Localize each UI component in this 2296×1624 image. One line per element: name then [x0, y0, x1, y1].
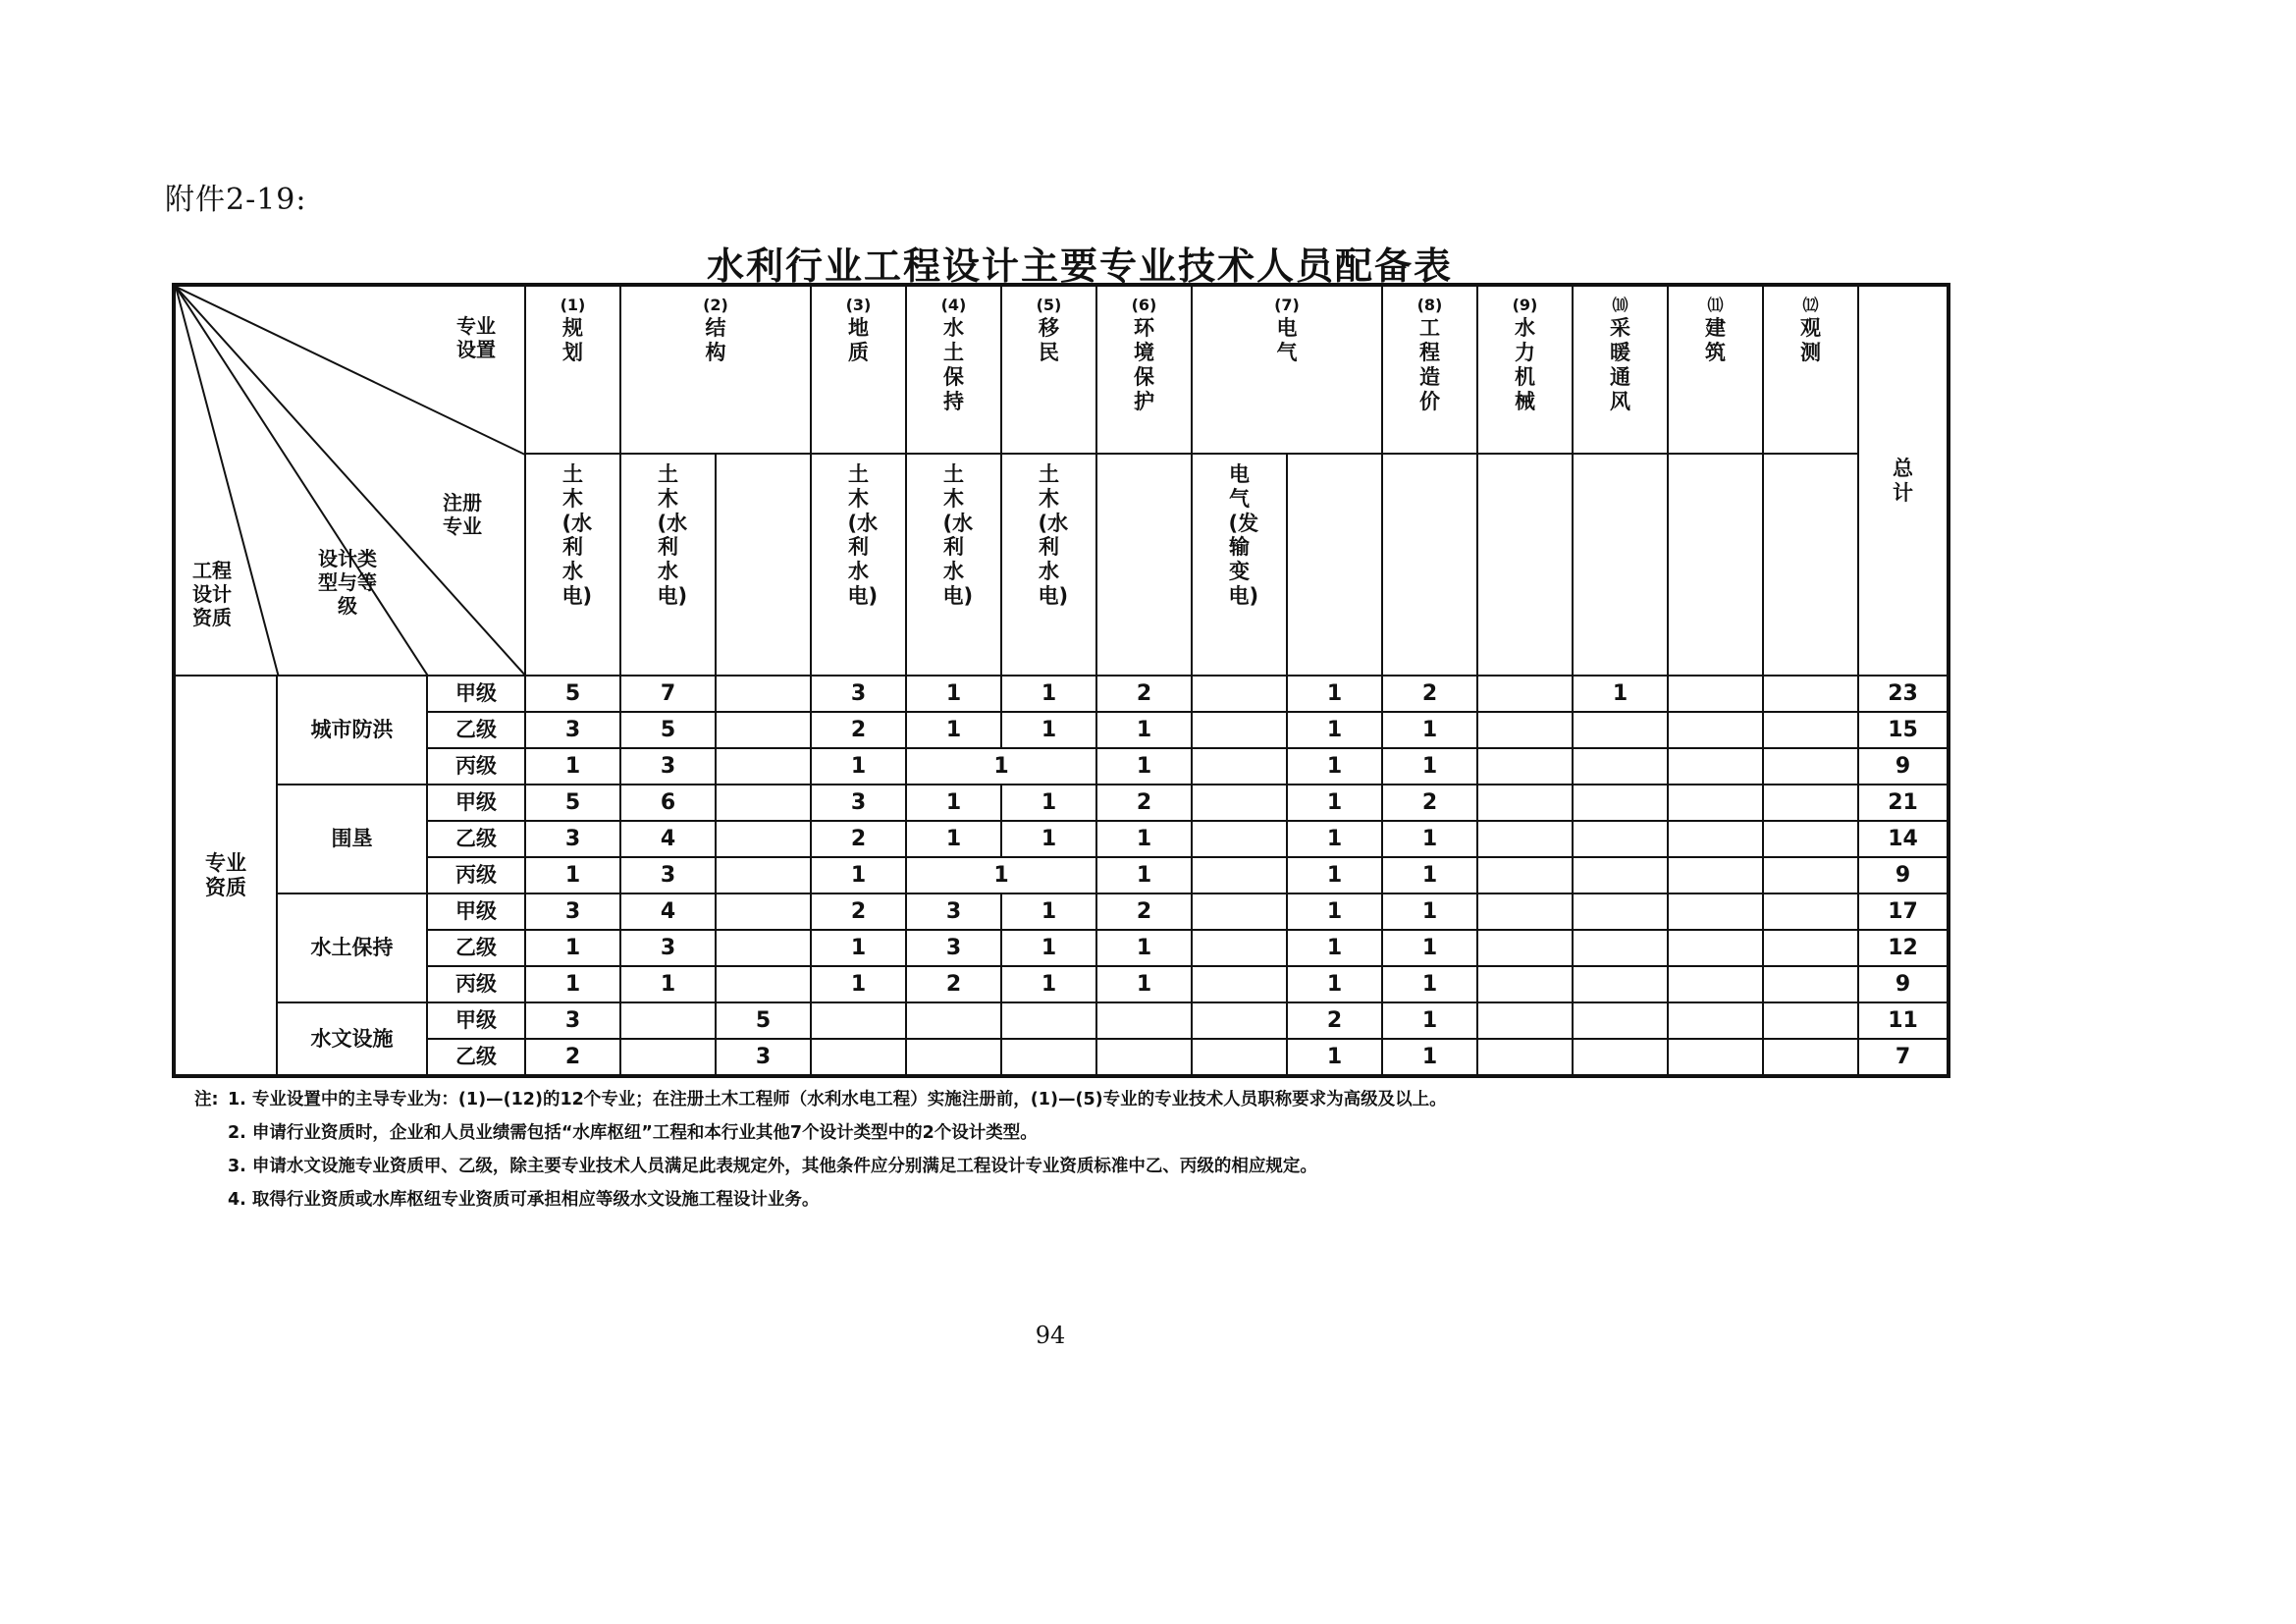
data-cell — [1668, 966, 1763, 1002]
registered-specialty-cell: 土木(水利水电) — [1001, 454, 1096, 676]
data-cell: 5 — [716, 1002, 811, 1039]
specialty-number: (3) — [845, 296, 872, 314]
data-cell: 1 — [1096, 930, 1192, 966]
specialty-name: 环境保护 — [1133, 316, 1154, 413]
data-cell — [620, 1039, 716, 1076]
data-cell: 1 — [1287, 966, 1382, 1002]
header-total: 总计 — [1858, 285, 1949, 676]
registered-specialty-cell — [716, 454, 811, 676]
data-cell — [1192, 857, 1287, 893]
data-cell — [1477, 676, 1573, 712]
total-cell: 9 — [1858, 966, 1949, 1002]
data-cell: 1 — [1287, 857, 1382, 893]
header-specialty-11 — [1668, 285, 1763, 454]
registered-specialty-cell — [1573, 454, 1668, 676]
header-specialty-2 — [620, 285, 811, 454]
data-cell: 3 — [525, 1002, 620, 1039]
data-cell — [1668, 785, 1763, 821]
data-cell: 1 — [1001, 712, 1096, 748]
data-cell — [1477, 1039, 1573, 1076]
data-cell — [1668, 748, 1763, 785]
data-cell: 1 — [1001, 966, 1096, 1002]
data-cell: 1 — [811, 930, 906, 966]
data-cell: 3 — [811, 676, 906, 712]
data-cell: 2 — [1096, 785, 1192, 821]
data-cell: 1 — [1382, 966, 1477, 1002]
group-name: 水文设施 — [277, 1002, 427, 1076]
specialty-name: 水土保持 — [942, 316, 964, 413]
data-cell: 1 — [525, 930, 620, 966]
specialty-number: ⑿ — [1802, 296, 1819, 314]
data-cell: 1 — [1096, 966, 1192, 1002]
data-cell — [1573, 712, 1668, 748]
data-cell: 2 — [1096, 676, 1192, 712]
data-cell — [1001, 1039, 1096, 1076]
group-name: 水土保持 — [277, 893, 427, 1002]
note-item: 1. 专业设置中的主导专业为：(1)—(12)的12个专业；在注册土木工程师（水利水电工程）实施注册前，(1)—(5)专业的专业技术人员职称要求为高级及以上。 — [228, 1090, 1447, 1110]
total-cell: 9 — [1858, 748, 1949, 785]
data-cell — [1192, 1039, 1287, 1076]
data-cell — [1763, 821, 1858, 857]
data-cell: 2 — [811, 712, 906, 748]
data-cell: 1 — [1287, 676, 1382, 712]
category-cell: 专业资质 — [174, 676, 277, 1076]
specialty-name: 地质 — [847, 316, 869, 365]
data-cell — [1763, 930, 1858, 966]
data-cell: 1 — [811, 748, 906, 785]
data-cell — [1668, 1002, 1763, 1039]
data-cell — [716, 712, 811, 748]
data-cell — [1763, 857, 1858, 893]
data-cell — [716, 893, 811, 930]
data-cell — [1192, 893, 1287, 930]
specialty-name: 采暖通风 — [1609, 316, 1630, 413]
data-cell — [1477, 748, 1573, 785]
data-cell: 1 — [525, 748, 620, 785]
data-cell: 3 — [525, 712, 620, 748]
data-cell — [716, 748, 811, 785]
data-cell: 3 — [906, 893, 1001, 930]
data-cell — [1477, 893, 1573, 930]
attachment-label: 附件2-19: — [165, 183, 307, 217]
total-cell: 7 — [1858, 1039, 1949, 1076]
data-cell — [1477, 821, 1573, 857]
specialty-number: (2) — [703, 296, 728, 314]
specialty-name: 工程造价 — [1418, 316, 1440, 413]
grade-label: 丙级 — [427, 966, 525, 1002]
grade-label: 乙级 — [427, 821, 525, 857]
registered-specialty-cell — [1477, 454, 1573, 676]
data-cell: 3 — [525, 821, 620, 857]
grade-label: 甲级 — [427, 785, 525, 821]
data-cell: 4 — [620, 893, 716, 930]
notes — [194, 1083, 1447, 1217]
data-cell: 3 — [620, 748, 716, 785]
specialty-number: ⑽ — [1612, 296, 1629, 314]
data-cell: 1 — [1287, 930, 1382, 966]
grade-label: 丙级 — [427, 748, 525, 785]
data-cell: 1 — [1382, 857, 1477, 893]
registered-specialty-cell: 土木(水利水电) — [620, 454, 716, 676]
data-cell: 1 — [906, 785, 1001, 821]
data-cell — [716, 857, 811, 893]
merged-data-cell: 1 — [906, 748, 1096, 785]
data-cell: 1 — [1382, 930, 1477, 966]
page-number: 94 — [1035, 1322, 1066, 1349]
data-cell: 1 — [1382, 712, 1477, 748]
data-cell — [1477, 1002, 1573, 1039]
header-specialty-8 — [1382, 285, 1477, 454]
data-cell: 1 — [811, 857, 906, 893]
data-cell: 1 — [1382, 1002, 1477, 1039]
total-cell: 9 — [1858, 857, 1949, 893]
data-cell — [1001, 1002, 1096, 1039]
data-cell: 1 — [1096, 748, 1192, 785]
data-cell: 1 — [1573, 676, 1668, 712]
specialty-name: 移民 — [1038, 316, 1059, 365]
header-specialty-1 — [525, 285, 620, 454]
registered-specialty-cell: 土木(水利水电) — [525, 454, 620, 676]
specialty-number: ⑾ — [1707, 296, 1724, 314]
data-cell: 2 — [1382, 785, 1477, 821]
data-cell: 1 — [1287, 821, 1382, 857]
data-cell — [1192, 785, 1287, 821]
data-cell — [1763, 676, 1858, 712]
data-cell: 1 — [811, 966, 906, 1002]
specialty-number: (1) — [560, 296, 586, 314]
group-name: 围垦 — [277, 785, 427, 893]
data-cell: 2 — [906, 966, 1001, 1002]
corner-qualification: 工程设计资质 — [192, 559, 232, 629]
data-cell — [1477, 785, 1573, 821]
data-cell — [811, 1039, 906, 1076]
total-cell: 17 — [1858, 893, 1949, 930]
data-cell: 1 — [620, 966, 716, 1002]
grade-label: 甲级 — [427, 893, 525, 930]
data-cell — [1573, 857, 1668, 893]
data-cell: 1 — [1382, 821, 1477, 857]
note-item: 2. 申请行业资质时，企业和人员业绩需包括“水库枢纽”工程和本行业其他7个设计类型中的2个设计类型。 — [228, 1123, 1038, 1143]
data-cell — [1573, 748, 1668, 785]
data-cell: 1 — [1287, 893, 1382, 930]
specialty-name: 水力机械 — [1514, 316, 1535, 413]
data-cell — [1192, 748, 1287, 785]
total-cell: 23 — [1858, 676, 1949, 712]
data-cell: 1 — [1287, 1039, 1382, 1076]
data-cell: 1 — [1287, 748, 1382, 785]
registered-specialty-cell — [1668, 454, 1763, 676]
data-cell — [1573, 966, 1668, 1002]
data-cell: 3 — [716, 1039, 811, 1076]
data-cell — [1192, 1002, 1287, 1039]
header-specialty-10 — [1573, 285, 1668, 454]
specialty-name: 结构 — [705, 316, 726, 365]
corner-design-type-grade: 设计类型与等级 — [318, 547, 377, 618]
data-cell: 3 — [906, 930, 1001, 966]
data-cell: 1 — [1001, 930, 1096, 966]
corner-registered-specialty: 注册专业 — [443, 491, 482, 538]
grade-label: 乙级 — [427, 930, 525, 966]
data-cell — [811, 1002, 906, 1039]
grade-label: 丙级 — [427, 857, 525, 893]
data-cell: 1 — [1287, 712, 1382, 748]
data-cell — [1763, 748, 1858, 785]
total-cell: 21 — [1858, 785, 1949, 821]
data-cell: 1 — [906, 676, 1001, 712]
data-cell — [716, 966, 811, 1002]
specialty-number: (5) — [1036, 296, 1062, 314]
data-cell: 3 — [811, 785, 906, 821]
specialty-name: 观测 — [1799, 316, 1821, 365]
data-cell — [1573, 785, 1668, 821]
data-cell: 1 — [906, 712, 1001, 748]
data-cell — [1668, 857, 1763, 893]
data-cell — [1573, 893, 1668, 930]
corner-specialty-setup: 专业设置 — [456, 314, 496, 361]
data-cell — [1573, 930, 1668, 966]
data-cell: 2 — [1382, 676, 1477, 712]
data-cell — [1668, 712, 1763, 748]
grade-label: 乙级 — [427, 1039, 525, 1076]
data-cell — [620, 1002, 716, 1039]
specialty-number: (9) — [1512, 296, 1538, 314]
data-cell — [1668, 930, 1763, 966]
header-corner — [174, 285, 525, 676]
data-cell: 7 — [620, 676, 716, 712]
grade-label: 甲级 — [427, 676, 525, 712]
total-cell: 12 — [1858, 930, 1949, 966]
total-cell: 11 — [1858, 1002, 1949, 1039]
data-cell: 4 — [620, 821, 716, 857]
data-cell — [1477, 712, 1573, 748]
header-specialty-7 — [1192, 285, 1382, 454]
notes-prefix: 注: — [194, 1090, 219, 1110]
specialty-number: (6) — [1131, 296, 1157, 314]
registered-specialty-cell: 土木(水利水电) — [906, 454, 1001, 676]
data-cell: 1 — [1096, 821, 1192, 857]
data-cell — [716, 821, 811, 857]
data-cell — [1477, 857, 1573, 893]
data-cell: 1 — [525, 857, 620, 893]
data-cell: 2 — [525, 1039, 620, 1076]
data-cell: 2 — [811, 893, 906, 930]
data-cell — [1477, 930, 1573, 966]
data-cell — [1573, 821, 1668, 857]
staffing-table — [172, 283, 1950, 1078]
data-cell: 1 — [1096, 712, 1192, 748]
registered-specialty-cell: 电气(发输变电) — [1192, 454, 1287, 676]
data-cell — [1763, 893, 1858, 930]
data-cell: 1 — [525, 966, 620, 1002]
data-cell — [1096, 1002, 1192, 1039]
data-cell — [1668, 821, 1763, 857]
data-cell — [1192, 676, 1287, 712]
data-cell: 3 — [525, 893, 620, 930]
data-cell — [906, 1039, 1001, 1076]
data-cell — [1477, 966, 1573, 1002]
data-cell: 3 — [620, 930, 716, 966]
page-title: 水利行业工程设计主要专业技术人员配备表 — [706, 244, 1453, 288]
data-cell — [1668, 1039, 1763, 1076]
specialty-name: 建筑 — [1704, 316, 1726, 365]
data-cell: 2 — [1287, 1002, 1382, 1039]
data-cell: 1 — [1287, 785, 1382, 821]
data-cell — [1573, 1002, 1668, 1039]
data-cell: 1 — [906, 821, 1001, 857]
data-cell — [1763, 1002, 1858, 1039]
data-cell: 2 — [811, 821, 906, 857]
total-cell: 15 — [1858, 712, 1949, 748]
data-cell — [1192, 821, 1287, 857]
specialty-number: (4) — [940, 296, 967, 314]
specialty-name: 规划 — [561, 316, 583, 365]
data-cell: 1 — [1001, 893, 1096, 930]
registered-specialty-cell — [1763, 454, 1858, 676]
header-specialty-6 — [1096, 285, 1192, 454]
data-cell — [1192, 712, 1287, 748]
data-cell — [1668, 893, 1763, 930]
data-cell — [1763, 1039, 1858, 1076]
data-cell — [1763, 712, 1858, 748]
data-cell — [1763, 966, 1858, 1002]
specialty-number: (8) — [1416, 296, 1443, 314]
data-cell: 1 — [1001, 785, 1096, 821]
registered-specialty-cell — [1096, 454, 1192, 676]
data-cell — [716, 930, 811, 966]
merged-data-cell: 1 — [906, 857, 1096, 893]
data-cell: 5 — [525, 676, 620, 712]
data-cell: 1 — [1001, 821, 1096, 857]
note-item: 4. 取得行业资质或水库枢纽专业资质可承担相应等级水文设施工程设计业务。 — [228, 1190, 820, 1210]
header-specialty-12 — [1763, 285, 1858, 454]
data-cell — [906, 1002, 1001, 1039]
specialty-number: (7) — [1274, 296, 1300, 314]
data-cell: 2 — [1096, 893, 1192, 930]
data-cell: 1 — [1096, 857, 1192, 893]
data-cell: 5 — [620, 712, 716, 748]
data-cell — [716, 785, 811, 821]
total-cell: 14 — [1858, 821, 1949, 857]
data-cell — [1192, 966, 1287, 1002]
data-cell — [1763, 785, 1858, 821]
registered-specialty-cell: 土木(水利水电) — [811, 454, 906, 676]
data-cell — [1668, 676, 1763, 712]
header-specialty-9 — [1477, 285, 1573, 454]
grade-label: 乙级 — [427, 712, 525, 748]
data-cell — [1192, 930, 1287, 966]
data-cell: 5 — [525, 785, 620, 821]
registered-specialty-cell — [1287, 454, 1382, 676]
data-cell — [1096, 1039, 1192, 1076]
header-specialty-4 — [906, 285, 1001, 454]
data-cell — [716, 676, 811, 712]
specialty-name: 电气 — [1276, 316, 1298, 365]
header-specialty-5 — [1001, 285, 1096, 454]
data-cell: 1 — [1382, 748, 1477, 785]
data-cell: 1 — [1382, 893, 1477, 930]
data-cell: 6 — [620, 785, 716, 821]
data-cell — [1573, 1039, 1668, 1076]
data-cell: 1 — [1001, 676, 1096, 712]
group-name: 城市防洪 — [277, 676, 427, 785]
registered-specialty-cell — [1382, 454, 1477, 676]
grade-label: 甲级 — [427, 1002, 525, 1039]
note-item: 3. 申请水文设施专业资质甲、乙级，除主要专业技术人员满足此表规定外，其他条件应分别满足工程设计专业资质标准中乙、丙级的相应规定。 — [228, 1157, 1317, 1176]
data-cell: 3 — [620, 857, 716, 893]
data-cell: 1 — [1382, 1039, 1477, 1076]
header-specialty-3 — [811, 285, 906, 454]
